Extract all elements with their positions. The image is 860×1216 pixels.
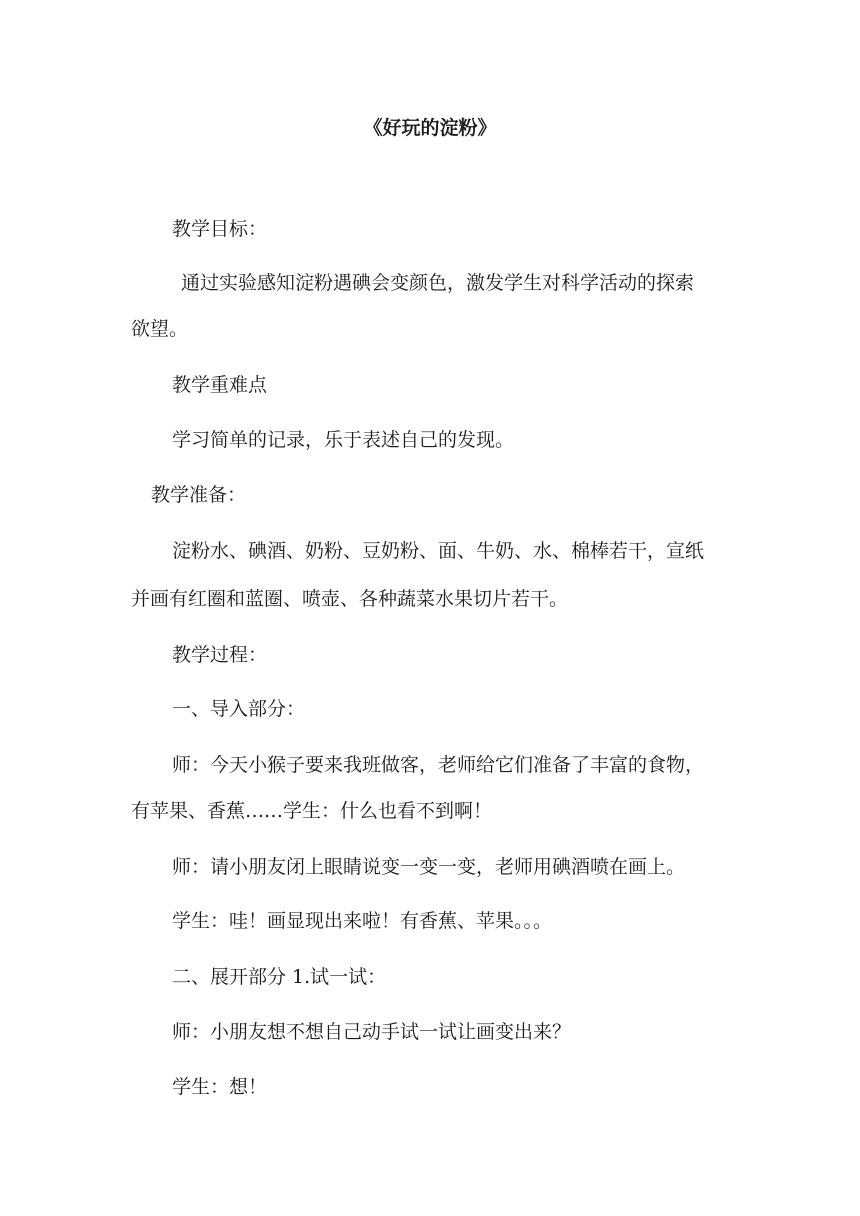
paragraph-teaching-goals-text-cont: 欲望。: [131, 318, 189, 340]
paragraph-teacher-line-1-cont: 有苹果、香蕉……学生：什么也看不到啊！: [131, 800, 493, 822]
paragraph-student-line-2: 学生：想！: [172, 1076, 268, 1098]
paragraph-preparation-text-cont: 并画有红圈和蓝圈、喷壶、各种蔬菜水果切片若干。: [131, 588, 569, 610]
paragraph-teacher-line-3: 师：小朋友想不想自己动手试一试让画变出来？: [172, 1021, 572, 1043]
paragraph-key-points-text: 学习简单的记录，乐于表述自己的发现。: [172, 429, 515, 451]
paragraph-teaching-goals-heading: 教学目标：: [172, 218, 268, 240]
paragraph-key-points-heading: 教学重难点: [172, 374, 268, 396]
paragraph-student-line-1: 学生：哇！画显现出来啦！有香蕉、苹果。。。: [172, 910, 553, 932]
paragraph-process-heading: 教学过程：: [172, 644, 268, 666]
paragraph-teaching-goals-text: 通过实验感知淀粉遇碘会变颜色，激发学生对科学活动的探索: [181, 272, 695, 294]
paragraph-teacher-line-1: 师：今天小猴子要来我班做客，老师给它们准备了丰富的食物，: [172, 754, 705, 776]
paragraph-section-two-heading: 二、展开部分 1.试一试：: [172, 966, 387, 988]
document-title: 《好玩的淀粉》: [363, 117, 497, 139]
paragraph-section-one-heading: 一、导入部分：: [172, 698, 306, 720]
paragraph-preparation-heading: 教学准备：: [151, 484, 247, 506]
paragraph-preparation-text: 淀粉水、碘酒、奶粉、豆奶粉、面、牛奶、水、棉棒若干，宣纸: [172, 540, 705, 562]
paragraph-teacher-line-2: 师：请小朋友闭上眼睛说变一变一变，老师用碘酒喷在画上。: [172, 856, 686, 878]
